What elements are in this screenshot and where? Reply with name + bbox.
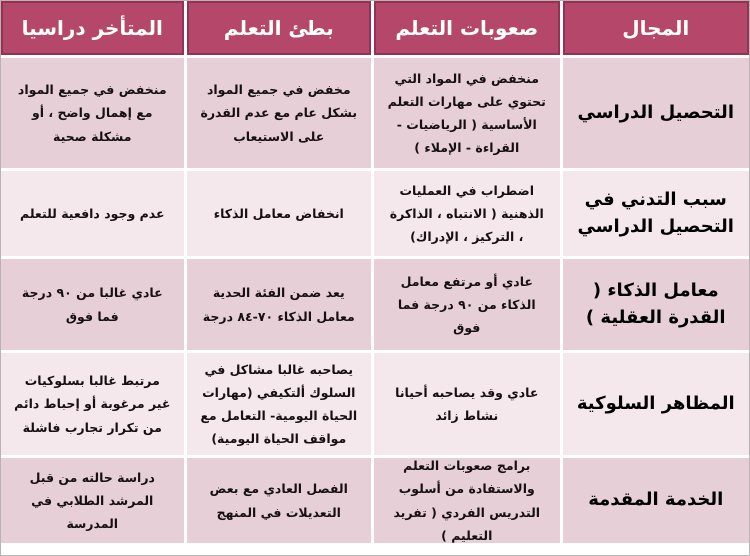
header-learning-difficulties-column: صعوبات التعلم [374, 1, 560, 55]
header-late-student-column: المتأخر دراسيا [1, 1, 184, 55]
row4-domain-cell: المظاهر السلوكية [563, 353, 749, 455]
row1-slow-learner-cell: مخفض في جميع المواد بشكل عام مع عدم القدرة على الاستيعاب [187, 58, 372, 168]
row4-slow-learner-cell: يصاحبه غالبا مشاكل في السلوك ألتكيفي (مهارات الحياة اليومية- التعامل مع مواقف الحياة اليومية) [187, 353, 372, 455]
row5-domain-cell: الخدمة المقدمة [563, 458, 749, 543]
row3-domain-cell: معامل الذكاء ( القدرة العقلية ) [563, 259, 749, 350]
row2-slow-learner-cell: انخفاض معامل الذكاء [187, 171, 372, 256]
row1-domain-cell: التحصيل الدراسي [563, 58, 749, 168]
row3-late-student-cell: عادي غالبا من ٩٠ درجة فما فوق [1, 259, 184, 350]
row5-late-student-cell: دراسة حالته من قبل المرشد الطلابي في المدرسة [1, 458, 184, 543]
header-slow-learner-column: بطئ التعلم [187, 1, 372, 55]
row5-slow-learner-cell: الفصل العادي مع بعض التعديلات في المنهج [187, 458, 372, 543]
row5-learning-difficulties-cell: برامج صعوبات التعلم والاستفادة من أسلوب التدريس الفردي ( تفريد التعليم ) [374, 458, 560, 543]
row3-learning-difficulties-cell: عادي أو مرتفع معامل الذكاء من ٩٠ درجة فما فوق [374, 259, 560, 350]
learning-comparison-table [1, 1, 749, 541]
row3-slow-learner-cell: يعد ضمن الفئة الحدية معامل الذكاء ٧٠-٨٤ درجة [187, 259, 372, 350]
row1-learning-difficulties-cell: منخفض في المواد التي تحتوي على مهارات التعلم الأساسية ( الرياضيات - القراءة - الإملاء ) [374, 58, 560, 168]
row4-learning-difficulties-cell: عادي وقد يصاحبه أحيانا نشاط زائد [374, 353, 560, 455]
row4-late-student-cell: مرتبط غالبا بسلوكيات غير مرغوبة أو إحباط دائم من تكرار تجارب فاشلة [1, 353, 184, 455]
row2-late-student-cell: عدم وجود دافعية للتعلم [1, 171, 184, 256]
row2-learning-difficulties-cell: اضطراب في العمليات الذهنية ( الانتباه ، الذاكرة ، التركيز ، الإدراك) [374, 171, 560, 256]
row2-domain-cell: سبب التدني في التحصيل الدراسي [563, 171, 749, 256]
row1-late-student-cell: منخفض في جميع المواد مع إهمال واضح ، أو مشكلة صحية [1, 58, 184, 168]
header-domain-column: المجال [563, 1, 749, 55]
